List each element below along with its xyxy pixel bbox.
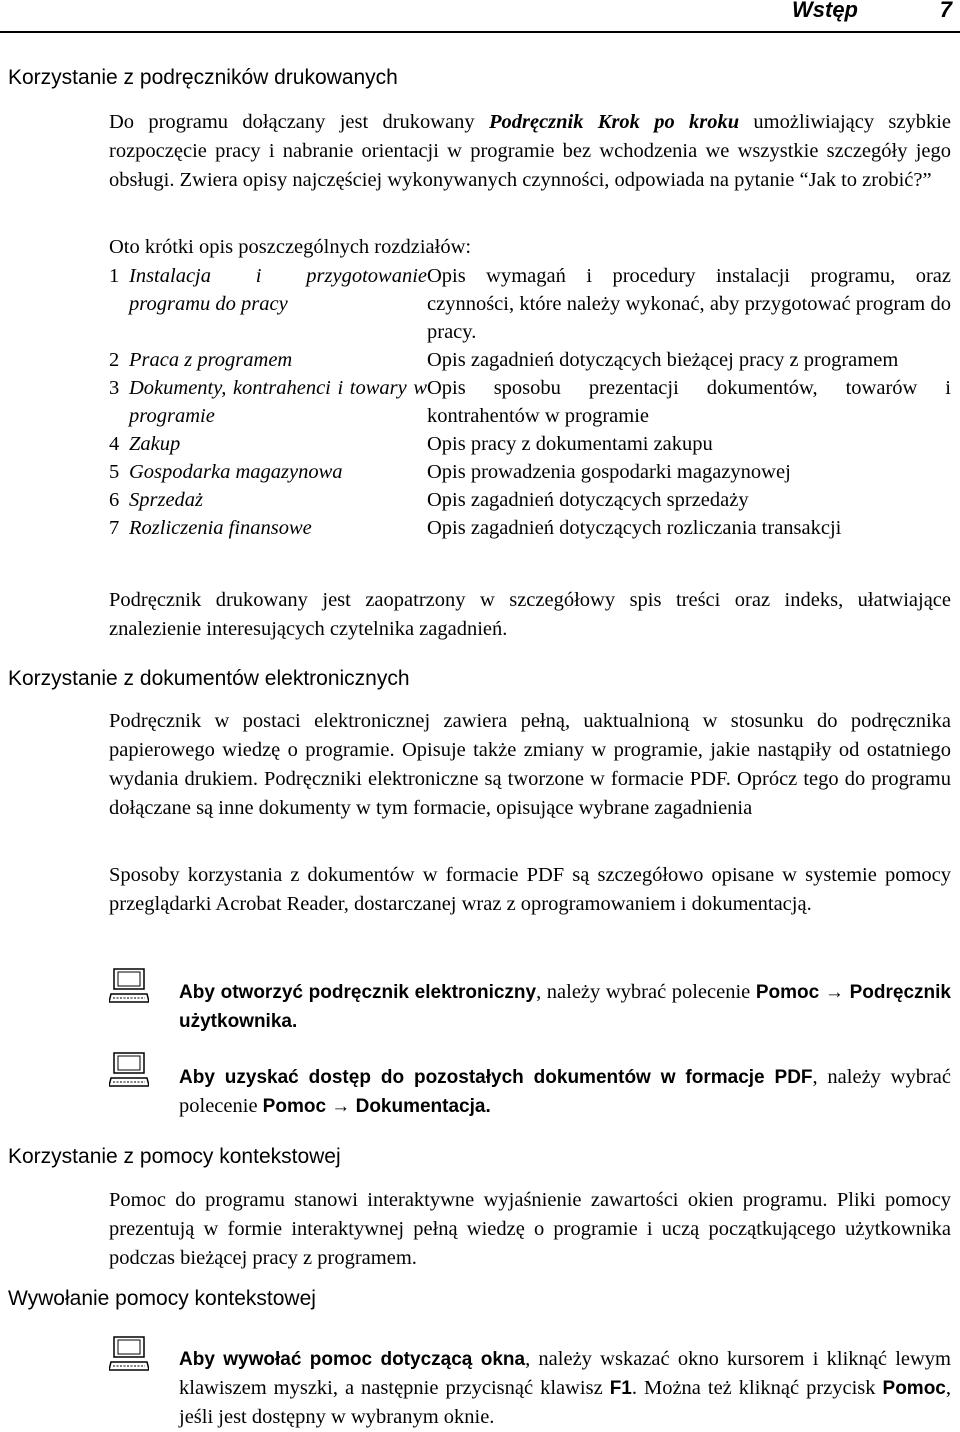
paragraph-pdf-usage: Sposoby korzystania z dokumentów w formacie PDF są szczegółowo opisane w systemie pomocy przeglądarki Acrobat Reader, dostarczanej wraz z oprogramowaniem i dokumentacją. <box>109 864 951 915</box>
chapter-row <box>109 374 951 430</box>
intro-text-b: umożliwiający szybkie rozpoczęcie pracy i nabranie orientacji w programie bez wchodzenia we wszystkie szczegóły jego obsługi. Zwiera opisy najczęściej wykonywanych czynności, odpowiada na pytanie “Jak to zrobić?” <box>109 111 951 191</box>
section-heading-invoke-context-help: Wywołanie pomocy kontekstowej <box>8 1287 316 1310</box>
note-bold-lead: Aby uzyskać dostęp do pozostałych dokumentów w formacje PDF <box>179 1067 813 1088</box>
chapter-title: Instalacja i przygotowanie programu do pracy <box>129 265 427 315</box>
note-text-part: , należy wybrać polecenie <box>179 1066 952 1117</box>
note-text <box>179 1345 951 1432</box>
chapter-description: Opis zagadnień dotyczących rozliczania transakcji <box>427 517 842 539</box>
chapter-description: Opis wymagań i procedury instalacji programu, oraz czynności, które należy wykonać, aby przygotować program do pracy. <box>427 265 951 343</box>
chapter-number: 1 <box>109 265 120 287</box>
chapter-row <box>109 514 951 542</box>
chapter-title: Praca z programem <box>129 349 293 371</box>
menu-command-dokumentacja: Dokumentacja. <box>355 1096 491 1117</box>
chapter-title: Sprzedaż <box>129 489 204 511</box>
section-heading-printed-manuals: Korzystanie z podręczników drukowanych <box>8 66 398 89</box>
chapter-row <box>109 430 951 458</box>
chapter-title: Rozliczenia finansowe <box>129 517 312 539</box>
chapter-number: 6 <box>109 489 120 511</box>
chapter-number: 2 <box>109 349 120 371</box>
note-invoke-help <box>109 1336 951 1428</box>
menu-command-pomoc: Pomoc <box>755 982 820 1003</box>
header-rule <box>0 31 960 33</box>
chapter-number: 3 <box>109 377 120 399</box>
menu-arrow-icon: → <box>819 982 850 1003</box>
menu-command-podrecznik: Podręcznik użytkownika. <box>179 982 951 1032</box>
note-text <box>179 1063 951 1121</box>
section-heading-electronic-documents: Korzystanie z dokumentów elektronicznych <box>8 667 410 690</box>
chapter-number: 4 <box>109 433 120 455</box>
running-header <box>0 0 960 36</box>
chapter-list <box>109 262 951 542</box>
paragraph-electronic-manual: Podręcznik w postaci elektronicznej zawiera pełną, uaktualnioną w stosunku do podręcznika papierowego wiedzę o programie. Opisuje także zmiany w programie, jakie nastąpiły od ostatniego wydania drukiem. Podręczniki elektroniczne są tworzone w formacie PDF. Oprócz tego do programu dołączane są inne dokumenty w tym formacie, opisujące wybrane zagadnienia <box>109 710 951 819</box>
key-f1: F1 <box>609 1378 632 1399</box>
chapter-row <box>109 262 951 346</box>
chapter-row <box>109 486 951 514</box>
paragraph-printed-manual-index: Podręcznik drukowany jest zaopatrzony w szczegółowy spis treści oraz indeks, ułatwiające znalezienie interesujących czytelnika zagadnień. <box>109 589 951 640</box>
header-title: Wstęp <box>792 0 858 22</box>
chapter-description: Opis zagadnień dotyczących bieżącej pracy z programem <box>427 349 899 371</box>
menu-command-pomoc: Pomoc <box>262 1096 327 1117</box>
note-open-electronic-manual <box>109 968 951 1032</box>
chapter-title: Dokumenty, kontrahenci i towary w programie <box>129 377 427 427</box>
chapter-description: Opis sposobu prezentacji dokumentów, towarów i kontrahentów w programie <box>427 377 951 427</box>
menu-arrow-icon: → <box>326 1096 356 1117</box>
paragraph-chapters-lead: Oto krótki opis poszczególnych rozdziałów: <box>109 236 472 258</box>
chapter-title: Zakup <box>129 433 181 455</box>
note-pdf-documents <box>109 1052 951 1116</box>
note-text <box>179 978 951 1036</box>
note-bold-lead: Aby otworzyć podręcznik elektroniczny <box>179 982 537 1003</box>
section-heading-context-help: Korzystanie z pomocy kontekstowej <box>8 1145 341 1168</box>
note-text-part: , należy wybrać polecenie <box>536 981 756 1003</box>
chapter-number: 5 <box>109 461 120 483</box>
chapter-row <box>109 458 951 486</box>
computer-keyboard-icon <box>109 968 149 1004</box>
note-text-part: , jeśli jest dostępny w wybranym oknie. <box>179 1377 951 1428</box>
computer-keyboard-icon <box>109 1336 149 1372</box>
intro-text-a: Do programu dołączany jest drukowany <box>109 111 489 133</box>
manual-title-emphasis: Podręcznik Krok po kroku <box>488 111 740 133</box>
chapter-description: Opis prowadzenia gospodarki magazynowej <box>427 461 791 483</box>
computer-keyboard-icon <box>109 1052 149 1088</box>
chapter-description: Opis zagadnień dotyczących sprzedaży <box>427 489 749 511</box>
note-text-part: , należy wskazać okno kursorem i kliknąć lewym klawiszem myszki, a następnie przycisnąć klawisz <box>179 1348 951 1399</box>
note-text-part: . Można też kliknąć przycisk <box>631 1377 883 1399</box>
note-bold-lead: Aby wywołać pomoc dotyczącą okna <box>179 1349 526 1370</box>
paragraph-context-help: Pomoc do programu stanowi interaktywne wyjaśnienie zawartości okien programu. Pliki pomocy prezentują w formie interaktywnej pełną wiedzę o programie i uczą początkującego użytkownika podczas bieżącej pracy z programem. <box>109 1189 951 1269</box>
page-number: 7 <box>939 0 952 22</box>
chapter-description: Opis pracy z dokumentami zakupu <box>427 433 713 455</box>
chapter-row <box>109 346 951 374</box>
chapter-title: Gospodarka magazynowa <box>129 461 343 483</box>
paragraph-printed-manual-intro <box>109 108 951 195</box>
button-name-pomoc: Pomoc <box>882 1378 946 1399</box>
chapter-number: 7 <box>109 517 120 539</box>
